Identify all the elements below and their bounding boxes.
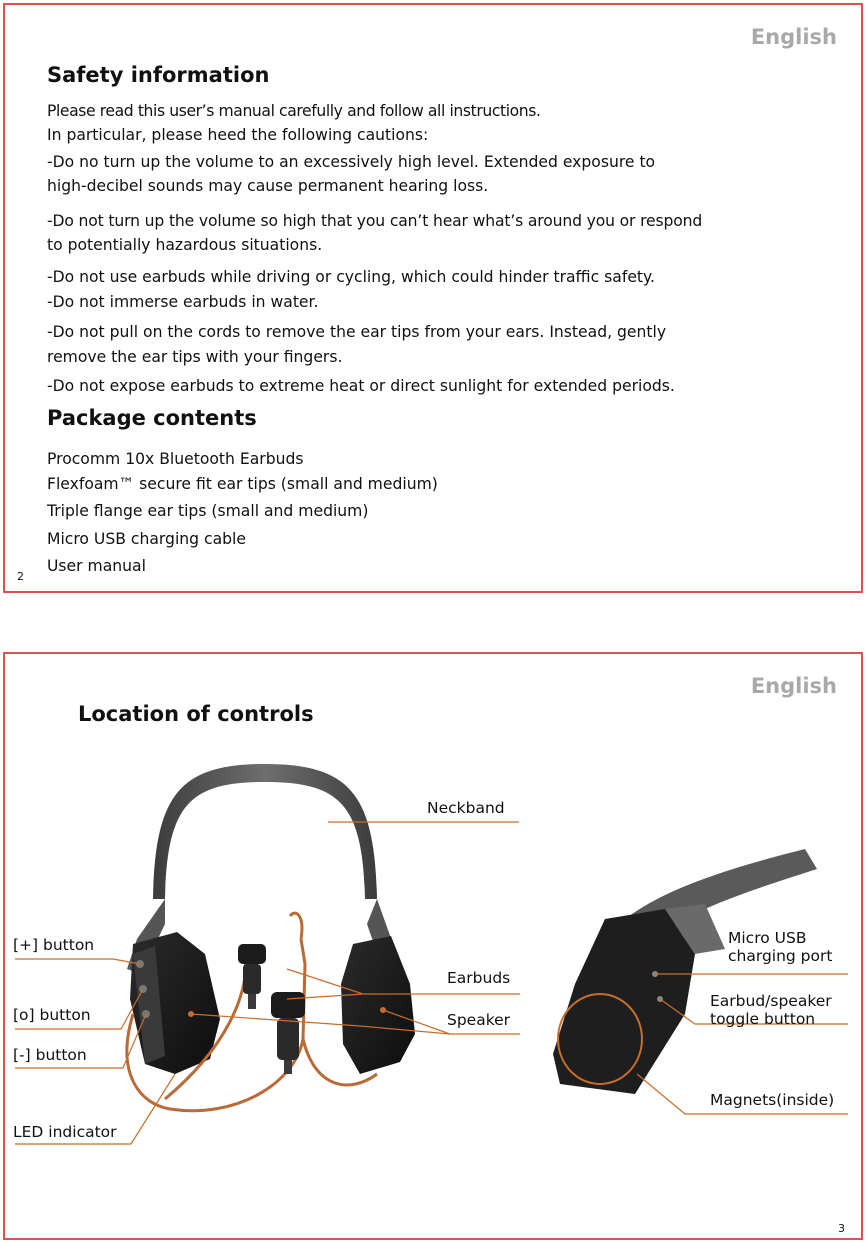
package-item: Micro USB charging cable: [47, 530, 246, 548]
label-minus-button: [-] button: [13, 1046, 87, 1064]
label-plus-button: [+] button: [13, 936, 95, 954]
label-neckband: Neckband: [427, 799, 505, 817]
safety-line: -Do no turn up the volume to an excessively high level. Extended exposure to: [47, 153, 656, 171]
earbud-right: [271, 992, 305, 1074]
safety-line: -Do not pull on the cords to remove the ear tips from your ears. Instead, gently: [47, 323, 667, 341]
package-item: User manual: [47, 557, 146, 575]
safety-line: to potentially hazardous situations.: [47, 236, 323, 254]
safety-line: -Do not use earbuds while driving or cycling, which could hinder traffic safety.: [47, 268, 655, 286]
package-item: Procomm 10x Bluetooth Earbuds: [47, 450, 304, 468]
package-item: Flexfoam™ secure fit ear tips (small and medium): [47, 475, 438, 493]
safety-line: -Do not turn up the volume so high that you can’t hear what’s around you or respond: [47, 212, 703, 230]
label-toggle-2: toggle button: [710, 1010, 816, 1028]
label-speaker: Speaker: [447, 1011, 511, 1029]
label-micro-usb-1: Micro USB: [728, 929, 807, 947]
label-toggle-1: Earbud/speaker: [710, 992, 832, 1010]
label-earbuds: Earbuds: [447, 969, 511, 987]
label-magnets: Magnets(inside): [710, 1091, 835, 1109]
earbud-left: [238, 944, 266, 1009]
label-led-indicator: LED indicator: [13, 1123, 117, 1141]
language-label: English: [750, 674, 837, 698]
safety-line: Please read this user’s manual carefully and follow all instructions.: [47, 102, 541, 120]
label-o-button: [o] button: [13, 1006, 91, 1024]
safety-line: In particular, please heed the following cautions:: [47, 126, 429, 144]
right-speaker-pod: [341, 936, 415, 1074]
package-heading: Package contents: [47, 406, 257, 430]
manual-page-2: [3, 3, 863, 593]
page-number: 3: [838, 1222, 845, 1235]
label-micro-usb-2: charging port: [728, 947, 833, 965]
safety-heading: Safety information: [47, 63, 270, 87]
page-number: 2: [17, 570, 24, 583]
neckband-shape: [153, 764, 377, 899]
package-item: Triple flange ear tips (small and medium): [47, 502, 369, 520]
language-label: English: [750, 25, 837, 49]
manual-page-3: [3, 652, 863, 1240]
safety-line: high-decibel sounds may cause permanent hearing loss.: [47, 177, 489, 195]
safety-line: -Do not immerse earbuds in water.: [47, 293, 319, 311]
safety-line: -Do not expose earbuds to extreme heat or direct sunlight for extended periods.: [47, 377, 675, 395]
safety-line: remove the ear tips with your fingers.: [47, 348, 343, 366]
controls-heading: Location of controls: [78, 702, 314, 726]
